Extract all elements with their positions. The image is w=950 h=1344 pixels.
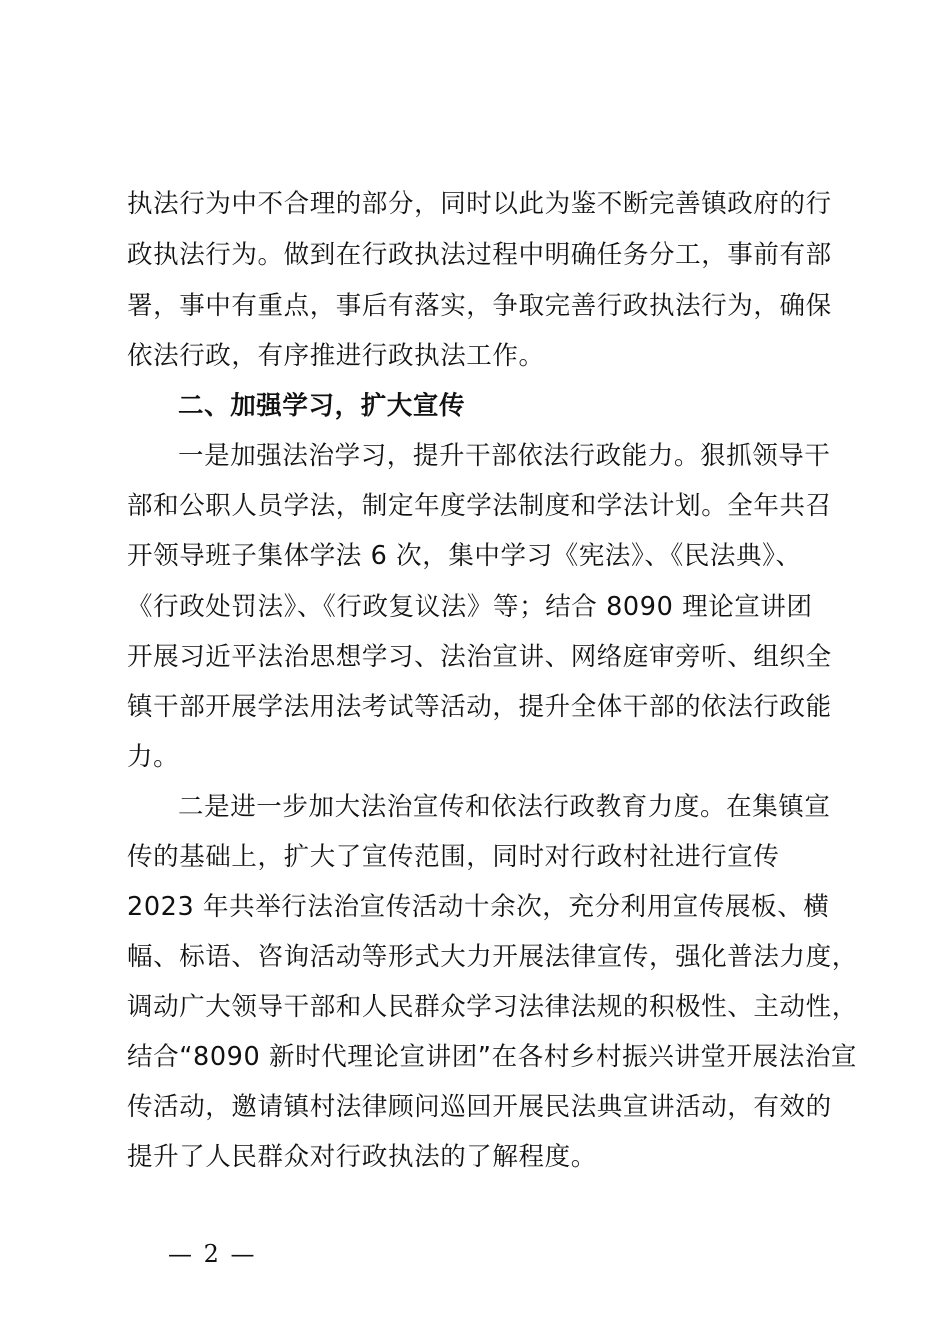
paragraph-line: 开领导班子集体学法 6 次，集中学习《宪法》、《民法典》、 — [127, 541, 802, 571]
paragraph-line: 结合“8090 新时代理论宣讲团”在各村乡村振兴讲堂开展法治宣 — [127, 1042, 858, 1072]
paragraph-line: 部和公职人员学法，制定年度学法制度和学法计划。全年共召 — [127, 491, 832, 521]
page-number: — 2 — — [168, 1240, 257, 1268]
paragraph-line: 政执法行为。做到在行政执法过程中明确任务分工，事前有部 — [127, 240, 832, 270]
paragraph-line: 提升了人民群众对行政执法的了解程度。 — [127, 1142, 597, 1172]
paragraph-line: 调动广大领导干部和人民群众学习法律法规的积极性、主动性， — [127, 992, 858, 1022]
paragraph-line: 2023 年共举行法治宣传活动十余次，充分利用宣传展板、横 — [127, 892, 830, 922]
paragraph-line: 执法行为中不合理的部分，同时以此为鉴不断完善镇政府的行 — [127, 189, 832, 219]
paragraph-line: 署，事中有重点，事后有落实，争取完善行政执法行为，确保 — [127, 291, 832, 321]
paragraph-line: 镇干部开展学法用法考试等活动，提升全体干部的依法行政能 — [127, 692, 832, 722]
paragraph-line: 一是加强法治学习，提升干部依法行政能力。狠抓领导干 — [178, 441, 831, 471]
paragraph-line: 《行政处罚法》、《行政复议法》等；结合 8090 理论宣讲团 — [127, 592, 813, 622]
section-heading: 二、加强学习，扩大宣传 — [178, 391, 466, 421]
paragraph-line: 力。 — [127, 742, 180, 772]
paragraph-line: 传的基础上，扩大了宣传范围，同时对行政村社进行宣传 — [127, 842, 780, 872]
paragraph-line: 二是进一步加大法治宣传和依法行政教育力度。在集镇宣 — [178, 792, 831, 822]
paragraph-line: 开展习近平法治思想学习、法治宣讲、网络庭审旁听、组织全 — [127, 642, 832, 672]
paragraph-line: 传活动，邀请镇村法律顾问巡回开展民法典宣讲活动，有效的 — [127, 1092, 832, 1122]
paragraph-line: 幅、标语、咨询活动等形式大力开展法律宣传，强化普法力度， — [127, 942, 858, 972]
paragraph-line: 依法行政，有序推进行政执法工作。 — [127, 341, 545, 371]
